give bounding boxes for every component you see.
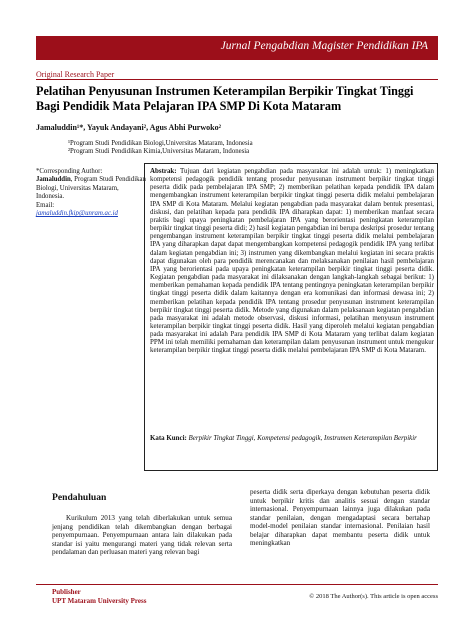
corresponding-address: , Program Studi Pendidikan Biologi, Universitas Mataram, Indonesia. [36, 176, 146, 201]
corresponding-name: Jamaluddin [36, 176, 71, 184]
article-type-label: Original Research Paper [36, 70, 115, 79]
email-link[interactable]: jamaluddin.fkip@unram.ac.id [36, 210, 118, 218]
intro-left-column [52, 514, 232, 557]
affiliation-2: ²Program Studi Pendidikan Kimia,Universitas Mataram, Indonesia [68, 148, 250, 155]
abstract-text: Tujuan dari kegiatan pengabdian pada masyarakat ini adalah untuk: 1) meningkatkan kompetensi pedagogik pendidik tentang prosedur penyusunan instrument berpikir tingkat tinggi peserta didik pada pembelajaran IPA SMP; 2) memberikan pelatihan kepada pendidik IPA dalam mengembangkan instrument keterampilan berpikir tingkat tinggi peserta didik melalui pembelajaran IPA SMP di Kota Mataram. Melalui kegiatan pengabdian pada masyarakat dalam bentuk presentasi, diskusi, dan pelatihan kepada para pendidik IPA diharapkan dapat: 1) memberikan manfaat secara praktis bagi upaya peningkatan pembelajaran IPA yang berorientasi peningkatan keterampilan berpikir tingkat tinggi peserta didi; 2) hasil kegiatan pengabdian ini berupa deskripsi prosedur tentang pengembangan instrument keterampilan berpikir tingkat tinggi peserta didik melalui pembelajaran IPA yang diharapkan dapat dapat mengembangkan kompetensi pedagogik pendidik IPA yang terlibat dalam kegiatan pengabdian ini; 3) instrumen yang dikembangkan melalui kegiatan ini secara praktis dapat digunakan oleh para pendidik merencanakan dan melaksanakan penilaian hasil pembelajaran IPA yang berorientasi pada upaya peningkatan keterampilan berpikir tingkat tinggi peserta didik. Kegiatan pengabdian pada masyarakat ini dilaksanakan dengan langkah-langkah sebagai berikut: 1) memberikan pemahaman kepada pendidik IPA tentang pentingnya peningkatan keterampilan berpikir tingkat tinggi peserta didik dalam kaitannya dengan era komunikasi dan informasi dewasa ini; 2) memberikan pelatihan kepada pendidik IPA tentang prosedur penyusunan instrument keterampilan berpikir tingkat tinggi peserta didik. Metode yang digunakan dalam pelaksanaan kegiatan pengabdian pada masyarakat ini adalah metode observasi, diskusi informasi, pelatihan menyusun instrument keterampilan berpikir tingkat tinggi peserta didik. Hasil yang diperoleh melalui kegiatan pengabdian pada masyarakat ini adalah Para pendidik IPA SMP di Kota Mataram yang terlibat dalam kegiatan PPM ini telah memiliki pemahaman dan keterampilan dalam penyusunan instrument untuk mengukur keterampilan berpikir tingkat tinggi peserta didik melalui pembelajaran IPA SMP di Kota Mataram. [150, 167, 434, 355]
intro-left-text: Kurikulum 2013 yang telah diberlakukan untuk semua jenjang pendidikan telah dikembangkan dengan berbagai penyempurnaan. Penyempurnaan antara lain dilakukan pada standar isi yaitu mengurangi materi yang tidak relevan serta pendalaman dan perluasan materi yang relevan bagi [52, 514, 232, 556]
divider [36, 79, 438, 80]
email-label: Email: [36, 201, 55, 209]
journal-banner [36, 36, 438, 60]
copyright-notice: © 2018 The Author(s). This article is open access [309, 593, 438, 600]
footer-divider [36, 584, 438, 585]
keywords-label: Kata Kunci: [150, 434, 187, 442]
abstract [150, 167, 434, 355]
affiliation-1: ¹Program Studi Pendidikan Biologi,Universitas Mataram, Indonesia [68, 140, 253, 147]
author-list: Jamaluddin¹*, Yayuk Andayani², Agus Abhi Purwoko² [36, 123, 221, 132]
article-title: Pelatihan Penyusunan Instrumen Keterampilan Berpikir Tingkat Tinggi Bagi Pendidik Mata Pelajaran IPA SMP Di Kota Mataram [36, 84, 414, 113]
publisher [52, 588, 146, 606]
section-heading: Pendahuluan [52, 492, 107, 503]
corresponding-author [36, 168, 148, 218]
abstract-label: Abstrak: [150, 167, 177, 175]
keywords-text: Berpikir Tingkat Tinggi, Kompetensi pedagogik, Instrumen Keterampilan Berpikir [186, 434, 417, 442]
keywords [150, 434, 432, 442]
publisher-label: Publisher [52, 588, 81, 596]
publisher-name: UPT Mataram University Press [52, 597, 147, 605]
corresponding-prefix: *Corresponding Author: [36, 168, 103, 175]
journal-title: Jurnal Pengabdian Magister Pendidikan IPA [220, 40, 428, 52]
intro-right-column: peserta didik serta diperkaya dengan kebutuhan peserta didik untuk berpikir kritis dan analitis sesuai dengan standar internasional. Penyempurnaan lainnya juga dilakukan pada standar penilaian, dengan mengadaptasi secara bertahap model-model penilaian standar internasional. Penilaian hasil belajar diharapkan dapat membantu peserta didik untuk meningkatkan [250, 488, 430, 547]
